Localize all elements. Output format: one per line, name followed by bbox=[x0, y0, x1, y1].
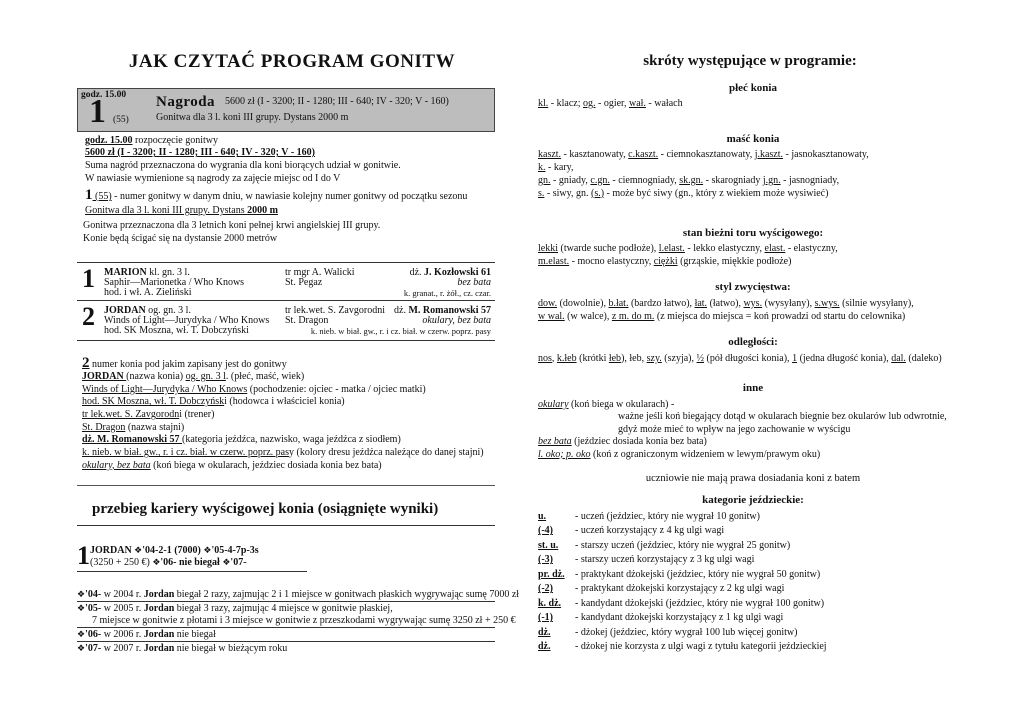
diamond-icon: ❖ bbox=[222, 558, 231, 568]
abbrev: s.wys. bbox=[814, 297, 840, 309]
race-time: godz. 15.00 bbox=[81, 90, 127, 100]
explain-line: dż. M. Romanowski 57 (kategoria jeźdźca, nazwisko, waga jeźdźca z siodłem) bbox=[82, 434, 401, 446]
abbrev: łat. bbox=[694, 297, 708, 309]
abbrev: l.elast. bbox=[658, 242, 685, 254]
abbrev: okulary bbox=[538, 398, 569, 410]
entry-jockey: dż. M. Romanowski 57 bbox=[394, 305, 491, 316]
year-code: '04- bbox=[85, 589, 102, 600]
category-code: pr. dż. bbox=[538, 568, 565, 580]
sex-heading: płeć konia bbox=[729, 82, 777, 94]
category-item bbox=[538, 583, 968, 598]
abbrev: c.gn. bbox=[590, 174, 610, 186]
category-desc: - starszy uczeń korzystający z 3 kg ulgi wagi bbox=[575, 554, 755, 566]
horse-name: Jordan bbox=[143, 589, 175, 600]
explain-conditions: Gonitwa dla 3 l. koni III grupy. Dystans 2000 m bbox=[85, 205, 278, 216]
abbrev: ½ bbox=[696, 352, 705, 364]
explain-prizes: 5600 zł (I - 3200; II - 1280; III - 640; IV - 320; V - 160) bbox=[85, 147, 315, 158]
explain-line: Winds of Light—Jurydyka / Who Knows (pochodzenie: ojciec - matka / ojciec matki) bbox=[82, 383, 426, 395]
history-line: ❖'05- w 2005 r. Jordan biegał 3 razy, zajmując 4 miejsce w gonitwie płaskiej, bbox=[77, 603, 393, 614]
category-item bbox=[538, 569, 968, 584]
abbrev: kl. bbox=[538, 97, 549, 109]
abbrev: ciężki bbox=[653, 255, 678, 267]
explain-places: W nawiasie wymienione są nagrody za zajęcie miejsc od I do V bbox=[85, 173, 341, 184]
career-race-number: 1 bbox=[77, 541, 90, 570]
race-prizes: 5600 zł (I - 3200; II - 1280; III - 640; IV - 320; V - 160) bbox=[225, 96, 449, 107]
abbrev-distance bbox=[538, 336, 968, 366]
explain-conditions-desc: Gonitwa przeznaczona dla 3 letnich koni pełnej krwi angielskiej III grupy. bbox=[83, 220, 381, 231]
category-desc: - uczeń (jeździec, który nie wygrał 10 gonitw) bbox=[575, 510, 760, 522]
abbrev: j.kaszt. bbox=[754, 148, 784, 160]
students-note: uczniowie nie mają prawa dosiadania koni z batem bbox=[645, 473, 861, 484]
entry-row bbox=[77, 263, 495, 301]
abbrev-track bbox=[538, 227, 968, 269]
entry-colors: k. granat., r. żół., cz. czar. bbox=[403, 288, 491, 298]
horse-name: Jordan bbox=[143, 629, 175, 640]
color-line: gn. - gniady, c.gn. - ciemnogniady, sk.gn. - skarogniady j.gn. - jasnogniady, bbox=[538, 174, 840, 186]
career-title: przebieg kariery wyścigowej konia (osiągnięte wyniki) bbox=[92, 501, 439, 517]
entry-pedigree: Winds of Light—Jurydyka / Who Knows bbox=[104, 315, 270, 326]
category-desc: - dżokej (jeździec, który wygrał 100 lub więcej gonitw) bbox=[575, 626, 798, 638]
race-header-box bbox=[77, 88, 495, 132]
abbrev: b.łat. bbox=[608, 297, 629, 309]
entry-owner: hod. i wł. A. Zieliński bbox=[104, 287, 192, 298]
entry-number: 1 bbox=[82, 264, 95, 293]
career-line-1: JORDAN ❖'04-2-1 (7000) ❖'05-4-7p-3s bbox=[90, 545, 259, 556]
diamond-icon: ❖ bbox=[77, 604, 86, 614]
category-code: (-2) bbox=[538, 583, 553, 595]
abbrev: m.elast. bbox=[538, 255, 570, 267]
distance-text bbox=[538, 353, 968, 366]
category-code: k. dż. bbox=[538, 597, 562, 609]
abbrev: łeb bbox=[608, 352, 622, 364]
race-conditions: Gonitwa dla 3 l. koni III grupy. Dystans 2000 m bbox=[156, 112, 349, 123]
entry-colors: k. nieb. w biał. gw., r. i cz. biał. w czerw. poprz. pasy bbox=[310, 326, 491, 336]
history-line: 7 miejsce w gonitwie z płotami i 3 miejsce w gonitwie z przeszkodami wygrywając sumę 3250 zł + 250 € bbox=[92, 615, 516, 626]
color-lines bbox=[538, 149, 968, 201]
color-line: k. - kary, bbox=[538, 161, 574, 173]
category-item bbox=[538, 627, 968, 642]
year-code: '05- bbox=[85, 603, 102, 614]
diamond-icon: ❖ bbox=[203, 546, 212, 556]
abbrev: s. bbox=[538, 187, 545, 199]
jockey-name: J. Kozłowski 61 bbox=[424, 267, 491, 278]
win-heading: styl zwycięstwa: bbox=[715, 281, 791, 293]
win-line: w wal. (w walce), z m. do m. (z miejsca do miejsca = koń prowadzi od startu do celownika) bbox=[538, 310, 906, 322]
history-line: ❖'07- w 2007 r. Jordan nie biegał w bieżącym roku bbox=[77, 643, 288, 654]
explain-line: okulary, bez bata (koń biega w okularach, jeździec dosiada konia bez bata) bbox=[82, 459, 382, 471]
diamond-icon: ❖ bbox=[77, 590, 86, 600]
entry-trainer: tr mgr A. Walicki bbox=[285, 267, 355, 278]
category-desc: - dżokej nie korzysta z ulgi wagi z tytułu kategorii jeździeckiej bbox=[575, 641, 827, 653]
divider bbox=[77, 340, 495, 341]
entry-row bbox=[77, 301, 495, 339]
divider bbox=[77, 601, 495, 602]
category-code: dż. bbox=[538, 626, 551, 638]
divider bbox=[77, 485, 495, 486]
distance-line: nos, k.łeb (krótki łeb), łeb, szy. (szyja), ½ (pół długości konia), 1 (jedna długość konia), dal. (daleko) bbox=[538, 352, 942, 364]
win-line: dow. (dowolnie), b.łat. (bardzo łatwo), łat. (łatwo), wys. (wysyłany), s.wys. (silnie wysyłany), bbox=[538, 297, 914, 309]
term: og. gn. 3 l bbox=[185, 371, 226, 382]
explain-race-number: 1 (55) - numer gonitwy w danym dniu, w nawiasie kolejny numer gonitwy od początku sezonu bbox=[85, 187, 468, 203]
abbrev: wał. bbox=[628, 97, 646, 109]
term: St. Dragon bbox=[82, 421, 126, 433]
career-summary bbox=[77, 543, 307, 583]
abbrev: szy. bbox=[646, 352, 662, 364]
entry-note: bez bata bbox=[457, 277, 491, 288]
other-heading: inne bbox=[742, 382, 764, 394]
abbrev-color bbox=[538, 133, 968, 201]
abbrev: w wal. bbox=[538, 310, 565, 322]
abbrev: sk.gn. bbox=[679, 174, 704, 186]
abbrev: z m. do m. bbox=[611, 310, 655, 322]
abbrev-sex bbox=[538, 82, 968, 110]
category-desc: - praktykant dżokejski (jeździec, który nie wygrał 50 gonitw) bbox=[575, 568, 821, 580]
term: okulary, bez bata bbox=[82, 459, 151, 471]
category-item bbox=[538, 511, 968, 526]
abbrev: dow. bbox=[538, 297, 558, 309]
divider bbox=[77, 641, 495, 642]
history-line: ❖'06- w 2006 r. Jordan nie biegał bbox=[77, 629, 216, 640]
horse-name: MARION bbox=[104, 267, 147, 278]
abbrev: c.kaszt. bbox=[628, 148, 659, 160]
category-code: (-3) bbox=[538, 554, 553, 566]
explain-line: k. nieb. w biał. gw., r. i cz. biał. w czerw. poprz. pasy (kolory dresu jeźdźca należące do danej stajni) bbox=[82, 447, 484, 459]
term: dż. M. Romanowski 57 bbox=[82, 434, 183, 446]
abbrev-win bbox=[538, 281, 968, 324]
entry-jockey: dż. J. Kozłowski 61 bbox=[409, 267, 491, 278]
diamond-icon: ❖ bbox=[77, 644, 86, 654]
explain-line: St. Dragon (nazwa stajni) bbox=[82, 421, 185, 433]
other-line: ważne jeśli koń biegający dotąd w okularach biegnie bez okularów lub odwrotnie, bbox=[618, 411, 947, 423]
career-line-2: (3250 + 250 €) ❖'06- nie biegał ❖'07- bbox=[90, 557, 247, 568]
career-history bbox=[77, 589, 520, 655]
divider bbox=[77, 627, 495, 628]
explain-line: tr lek.wet. S. Zavgorodni (trener) bbox=[82, 409, 215, 421]
year-code: '07- bbox=[85, 643, 102, 654]
track-line: lekki (twarde suche podłoże), l.elast. - lekko elastyczny, elast. - elastyczny, bbox=[538, 242, 838, 254]
category-desc: - praktykant dżokejski korzystający z 2 kg ulgi wagi bbox=[575, 583, 785, 595]
year-code: '06- bbox=[85, 629, 102, 640]
category-list bbox=[538, 511, 968, 656]
other-lines bbox=[538, 399, 968, 462]
entry-note: okulary, bez bata bbox=[422, 315, 491, 326]
explain-distance: Konie będą ścigać się na dystansie 2000 metrów bbox=[83, 233, 278, 244]
abbrev: gn. bbox=[538, 174, 551, 186]
main-title: JAK CZYTAĆ PROGRAM GONITW bbox=[128, 51, 456, 72]
category-code: u. bbox=[538, 510, 547, 522]
term: tr lek.wet. S. Zavgorodn bbox=[82, 409, 180, 421]
diamond-icon: ❖ bbox=[152, 558, 161, 568]
category-code: (-1) bbox=[538, 612, 553, 624]
other-line: l. oko; p. oko (koń z ograniczonym widzeniem w lewym/prawym oku) bbox=[538, 448, 821, 460]
color-line: kaszt. - kasztanowaty, c.kaszt. - ciemnokasztanowaty, j.kaszt. - jasnokasztanowaty, bbox=[538, 148, 869, 160]
diamond-icon: ❖ bbox=[134, 546, 143, 556]
color-line: s. - siwy, gn. (s.) - może być siwy (gn., który z wiekiem może wysiwieć) bbox=[538, 187, 829, 199]
term: hod. SK Moszna, wł. T. Dobczyńsk bbox=[82, 396, 225, 408]
abbrev: elast. bbox=[764, 242, 786, 254]
term: k. nieb. w biał. gw., r. i cz. biał. w czerw. poprz. pas bbox=[82, 447, 289, 459]
entries-block bbox=[77, 263, 495, 339]
categories-heading: kategorie jeździeckie: bbox=[702, 494, 804, 506]
entry-stable: St. Dragon bbox=[285, 315, 329, 326]
sex-text: kl. - klacz; og. - ogier, wał. - wałach bbox=[538, 97, 683, 109]
entry-horse: MARION kl. gn. 3 l. bbox=[104, 267, 190, 278]
jockey-name: M. Romanowski 57 bbox=[408, 305, 491, 316]
abbrev: lekki bbox=[538, 242, 558, 254]
category-item bbox=[538, 554, 968, 569]
horse-name: Jordan bbox=[143, 643, 175, 654]
abbrev: (s.) bbox=[590, 187, 605, 199]
explain-time: godz. 15.00 rozpoczęcie gonitwy bbox=[85, 135, 219, 146]
category-desc: - kandydant dżokejski (jeździec, który nie wygrał 100 gonitw) bbox=[575, 597, 825, 609]
divider bbox=[77, 571, 307, 572]
abbrev: wys. bbox=[743, 297, 763, 309]
category-code: (-4) bbox=[538, 525, 553, 537]
abbrev: k.łeb bbox=[556, 352, 577, 364]
abbrev: nos bbox=[538, 352, 552, 364]
entry-trainer: tr lek.wet. S. Zavgorodni bbox=[285, 305, 385, 316]
category-code: st. u. bbox=[538, 539, 559, 551]
explain-line: 2 numer konia pod jakim zapisany jest do gonitwy bbox=[82, 355, 287, 371]
explain-line: hod. SK Moszna, wł. T. Dobczyński (hodowca i właściciel konia) bbox=[82, 396, 345, 408]
divider bbox=[77, 525, 495, 526]
category-desc: - starszy uczeń (jeździec, który nie wygrał 25 gonitw) bbox=[575, 539, 791, 551]
category-item bbox=[538, 525, 968, 540]
other-line: gdyż może mieć to wpływ na jego zachowanie w wyścigu bbox=[618, 423, 851, 435]
race-number: 1 bbox=[89, 93, 106, 130]
category-code: dż. bbox=[538, 641, 551, 653]
term: Winds of Light—Jurydyka / Who Knows bbox=[82, 383, 248, 395]
category-item bbox=[538, 540, 968, 555]
abbrev: 1 bbox=[792, 352, 798, 364]
entry-number-sample: 2 bbox=[82, 355, 90, 371]
horse-name: JORDAN bbox=[104, 305, 146, 316]
explain-line: JORDAN (nazwa konia) og. gn. 3 l. (płeć, maść, wiek) bbox=[82, 371, 305, 382]
explain-prizes-desc: Suma nagród przeznaczona do wygrania dla koni biorących udział w gonitwie. bbox=[85, 160, 401, 171]
horse-name: Jordan bbox=[143, 603, 175, 614]
track-line: m.elast. - mocno elastyczny, ciężki (grząskie, miękkie podłoże) bbox=[538, 255, 792, 267]
abbrev: dal. bbox=[891, 352, 906, 364]
race-name: Nagroda bbox=[156, 94, 216, 110]
term: JORDAN bbox=[82, 371, 127, 382]
abbrev-other bbox=[538, 382, 968, 461]
category-item bbox=[538, 641, 968, 656]
abbrev: kaszt. bbox=[538, 148, 562, 160]
category-desc: - kandydant dżokejski korzystający z 1 kg ulgi wagi bbox=[575, 612, 784, 624]
entry-number: 2 bbox=[82, 302, 95, 331]
abbrev: og. bbox=[582, 97, 596, 109]
abbrev: k. bbox=[538, 161, 546, 173]
abbrev-categories bbox=[538, 494, 968, 656]
race-seq: (55) bbox=[113, 115, 129, 125]
other-line: okulary (koń biega w okularach) - bbox=[538, 398, 675, 410]
distance-heading: odległości: bbox=[728, 336, 778, 348]
category-item bbox=[538, 612, 968, 627]
category-desc: - uczeń korzystający z 4 kg ulgi wagi bbox=[575, 525, 725, 537]
track-heading: stan bieżni toru wyścigowego: bbox=[682, 227, 824, 239]
diamond-icon: ❖ bbox=[77, 630, 86, 640]
entry-stable: St. Pegaz bbox=[285, 277, 323, 288]
explain-entry bbox=[82, 354, 502, 473]
distance-value: 2000 m bbox=[247, 205, 278, 216]
color-heading: maść konia bbox=[726, 133, 780, 145]
entry-owner: hod. SK Moszna, wł. T. Dobczyński bbox=[104, 325, 249, 336]
entry-pedigree: Saphir—Marionetka / Who Knows bbox=[104, 277, 245, 288]
abbrev-title: skróty występujące w programie: bbox=[643, 53, 857, 69]
win-lines bbox=[538, 298, 968, 324]
entry-horse: JORDAN og. gn. 3 l. bbox=[104, 305, 191, 316]
abbrev: l. oko; p. oko bbox=[538, 448, 591, 460]
track-lines bbox=[538, 243, 968, 269]
abbrev: bez bata bbox=[538, 436, 572, 448]
other-line: bez bata (jeździec dosiada konia bez bata) bbox=[538, 436, 707, 448]
category-item bbox=[538, 598, 968, 613]
history-line: ❖'04- w 2004 r. Jordan biegał 2 razy, zajmując 2 i 1 miejsce w gonitwach płaskich wygrywając sumę 7000 zł bbox=[77, 589, 520, 600]
abbrev: j.gn. bbox=[762, 174, 781, 186]
